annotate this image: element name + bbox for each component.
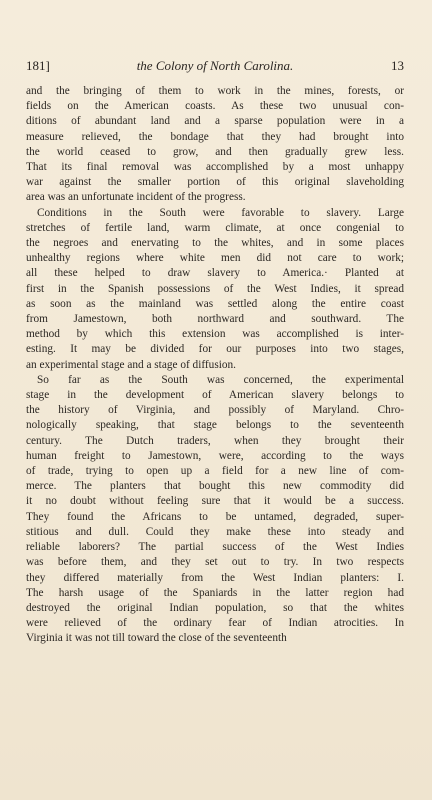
text-line: Conditions in the South were favorable to slavery. Large [37, 206, 404, 219]
text-line: stitious and dull. Could they make these into steady and [26, 525, 404, 538]
text-line: human freight to Jamestown, were, according to the ways [26, 449, 404, 462]
text-line: area was an unfortunate incident of the progress. [26, 191, 246, 204]
text-line: stretches of fertile land, warm climate, at once congenial to [26, 221, 404, 234]
text-line: method by which this extension was accomplished is inter- [26, 328, 404, 341]
text-line: That its final removal was accomplished by a most unhappy [26, 161, 404, 174]
header-title: the Colony of North Carolina. [136, 58, 294, 73]
text-line: they differed materially from the West Indian planters: I. [26, 571, 404, 584]
text-line: of trade, trying to open up a field for a new line of com- [26, 465, 404, 478]
text-line: an experimental stage and a stage of diffusion. [26, 358, 236, 371]
text-line: esting. It may be divided for our purposes into two stages, [26, 343, 404, 356]
text-line: destroyed the original Indian population, so that the whites [26, 601, 404, 614]
text-line: Virginia it was not till toward the close of the seventeenth [26, 632, 287, 645]
body-text [26, 84, 404, 647]
text-line: was before them, and they set out to try. In two respects [26, 556, 404, 569]
text-line: from Jamestown, both northward and southward. The [26, 313, 404, 326]
text-line: ditions of abundant land and a sparse population were in a [26, 115, 404, 128]
text-line: merce. The planters that bought this new commodity did [26, 480, 404, 493]
text-line: century. The Dutch traders, when they brought their [26, 434, 404, 447]
text-line: it no doubt without feeling sure that it would be a success. [26, 495, 404, 508]
text-line: first in the Spanish possessions of the West Indies, it spread [26, 282, 404, 295]
text-line: were relieved of the ordinary fear of Indian atrocities. In [26, 617, 404, 630]
text-line: So far as the South was concerned, the experimental [37, 373, 404, 386]
text-line: stage in the development of American slavery belongs to [26, 389, 404, 402]
running-header [26, 58, 404, 76]
text-line: reliable laborers? The partial success of the West Indies [26, 541, 404, 554]
text-line: They found the Africans to be untamed, degraded, super- [26, 510, 404, 523]
text-line: as soon as the mainland was settled along the entire coast [26, 297, 404, 310]
page-number: 13 [391, 58, 404, 73]
text-line: unhealthy regions where white men did not care to work; [26, 252, 404, 265]
header-page-ref: 181] [26, 58, 50, 73]
text-line: the history of Virginia, and possibly of Maryland. Chro- [26, 404, 404, 417]
text-line: nologically speaking, that stage belongs to the seventeenth [26, 419, 404, 432]
text-line: fields on the American coasts. As these two unusual con- [26, 100, 404, 113]
text-line: and the bringing of them to work in the mines, forests, or [26, 85, 404, 97]
text-line: the negroes and enervating to the whites, and in some places [26, 237, 404, 250]
text-line: The harsh usage of the Spaniards in the latter region had [26, 586, 404, 599]
text-line: measure relieved, the bondage that they had brought into [26, 130, 404, 143]
text-line: the world ceased to grow, and then gradually grew less. [26, 145, 404, 158]
text-line: war against the smaller portion of this original slaveholding [26, 176, 404, 189]
text-line: all these helped to draw slavery to America.· Planted at [26, 267, 404, 280]
